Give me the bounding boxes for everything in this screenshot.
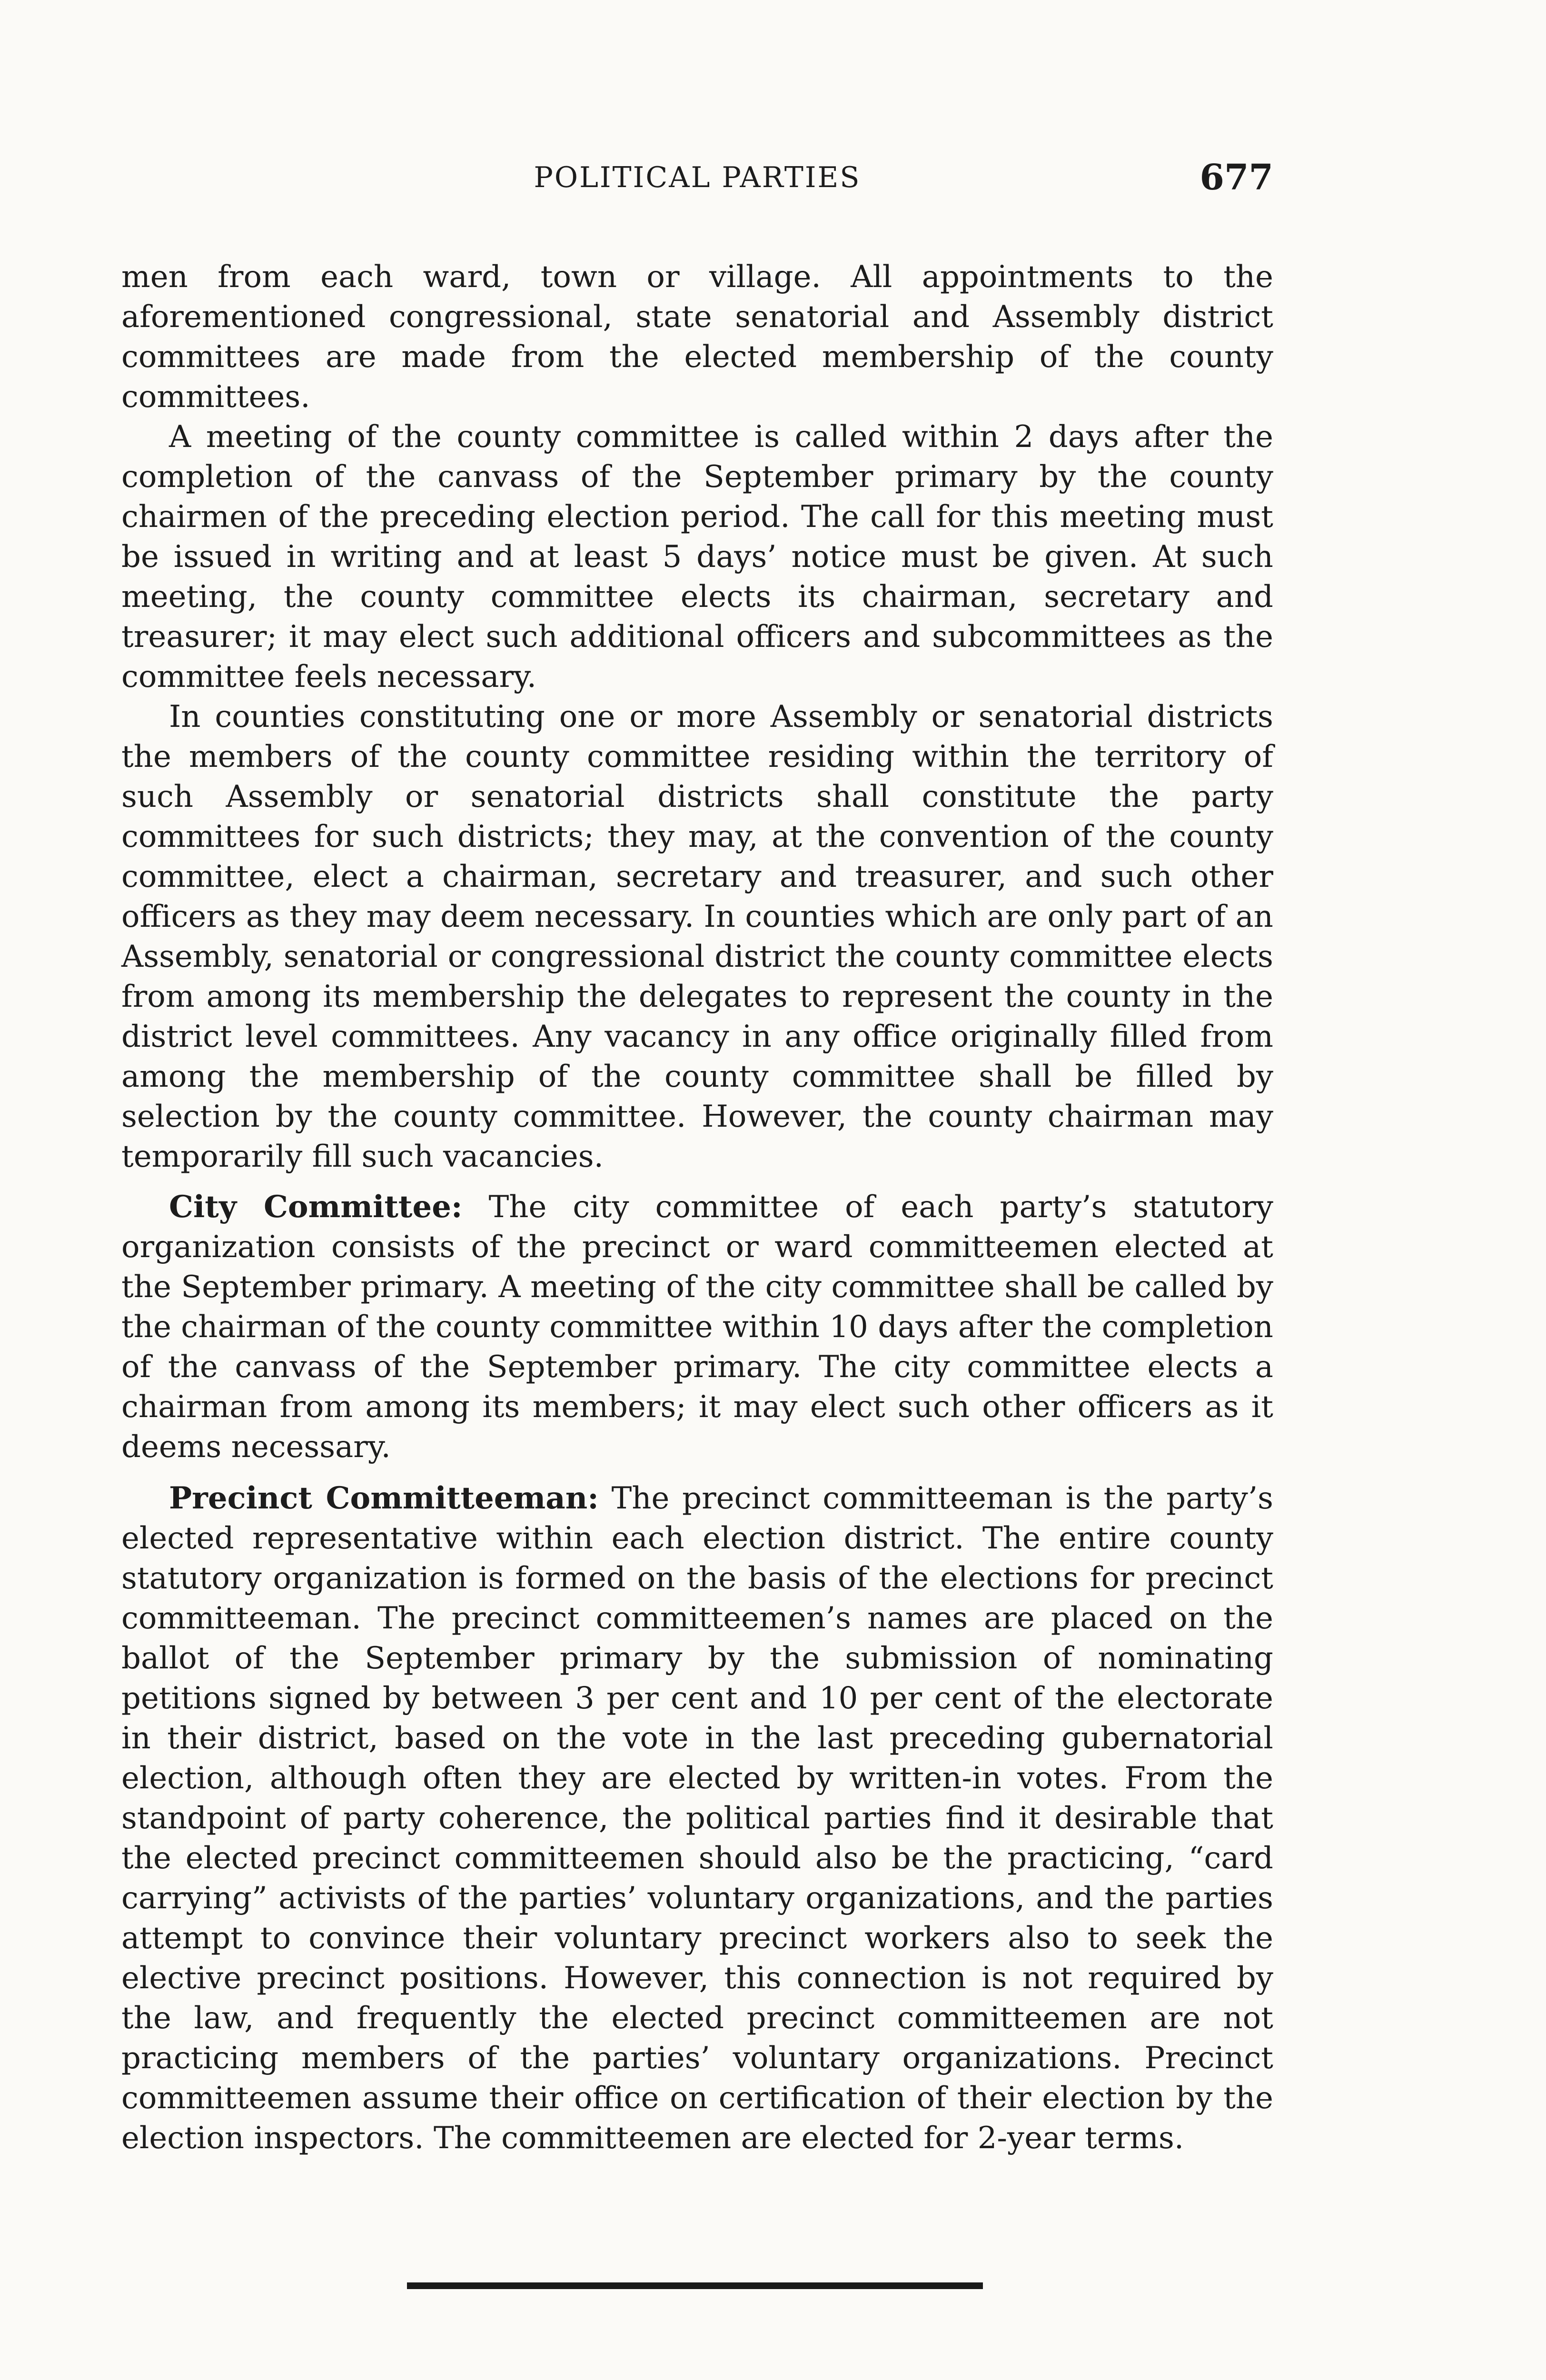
body-text — [121, 257, 1273, 2158]
paragraph-continued: men from each ward, town or village. All appointments to the aforementioned congressional, state senatorial and Assembly district committees are made from the elected membership of the county committees. — [121, 259, 1273, 415]
section-heading-precinct-committeeman: Precinct Committeeman: — [169, 1480, 599, 1516]
section-heading-city-committee: City Committee: — [169, 1189, 463, 1225]
section-text-precinct-committeeman: The precinct committeeman is the party’s elected representative within each election district. The entire county statutory organization is formed on the basis of the elections for precinct committeeman. The precinct committeemen’s names are placed on the ballot of the September primary by the submission of nominating petitions signed by between 3 per cent and 10 per cent of the electorate in their district, based on the vote in the last preceding gubernatorial election, although often they are elected by written-in votes. From the standpoint of party coherence, the political parties find it desirable that the elected precinct committeemen should also be the practicing, “card carrying” activists of the parties’ voluntary organizations, and the parties attempt to convince their voluntary precinct workers also to seek the elective precinct positions. However, this connection is not required by the law, and frequently the elected precinct committeemen are not practicing members of the parties’ voluntary organizations. Precinct committeemen assume their office on certification of their election by the election inspectors. The committeemen are elected for 2-year terms. — [121, 1481, 1274, 2156]
section-precinct-committeeman — [121, 1478, 1273, 2158]
paragraph-district-committees: In counties constituting one or more Assembly or senatorial districts the members of the county committee residing within the territory of such Assembly or senatorial districts shall constitute the party committees for such districts; they may, at the convention of the county committee, elect a chairman, secretary and treasurer, and such other officers as they may deem necessary. In counties which are only part of an Assembly, senatorial or congressional district the county committee elects from among its membership the delegates to represent the county in the district level committees. Any vacancy in any office originally filled from among the membership of the county committee shall be filled by selection by the county committee. However, the county chairman may temporarily fill such vacancies. — [121, 699, 1273, 1174]
end-rule-divider — [407, 2282, 983, 2289]
page-number: 677 — [1199, 157, 1273, 198]
section-city-committee — [121, 1187, 1273, 1467]
section-text-city-committee: The city committee of each party’s statutory organization consists of the precinct or ward committeemen elected at the September primary. A meeting of the city committee shall be called by the chairman of the county committee within 10 days after the completion of the canvass of the September primary. The city committee elects a chairman from among its members; it may elect such other officers as it deems necessary. — [121, 1190, 1273, 1465]
paragraph-county-meeting: A meeting of the county committee is called within 2 days after the completion of the canvass of the September primary by the county chairmen of the preceding election period. The call for this meeting must be issued in writing and at least 5 days’ notice must be given. At such meeting, the county committee elects its chairman, secretary and treasurer; it may elect such additional officers and subcommittees as the committee feels necessary. — [121, 419, 1273, 694]
running-head — [121, 151, 1273, 204]
running-title: POLITICAL PARTIES — [534, 161, 861, 194]
